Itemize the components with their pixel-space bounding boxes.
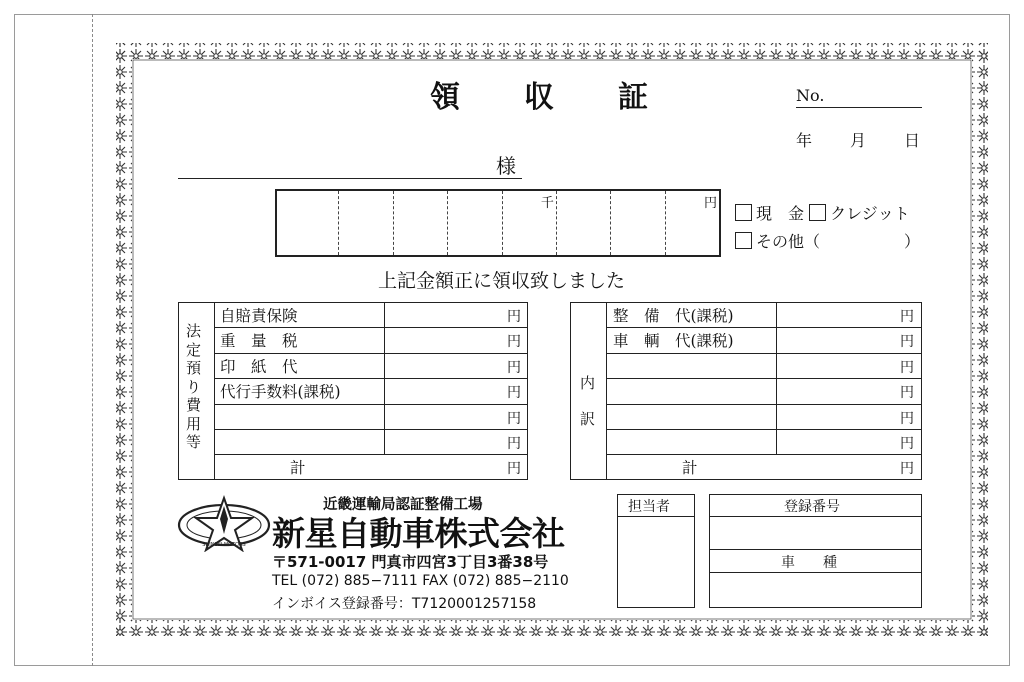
company-phone: TEL (072) 885−7111 FAX (072) 885−2110: [272, 573, 569, 589]
legal_fees-amount-cell[interactable]: [367, 353, 505, 378]
legal_fees-total-label: 計: [290, 459, 306, 478]
legal_fees-yen-mark: 円: [507, 410, 521, 427]
legal_fees-amount-cell[interactable]: [367, 327, 505, 352]
breakdown-amount-cell[interactable]: [760, 378, 898, 403]
breakdown-yen-mark: 円: [900, 461, 914, 478]
legal_fees-yen-mark: 円: [507, 334, 521, 351]
thousand-mark: 千: [540, 196, 554, 211]
legal_fees-row-label: 代行手数料(課税): [220, 383, 341, 402]
legal_fees-amount-cell[interactable]: [367, 429, 505, 454]
company-address: 〒571-0017 門真市四宮3丁目3番38号: [272, 553, 549, 571]
breakdown-yen-mark: 円: [900, 410, 914, 427]
other-close: ）: [904, 232, 921, 251]
payment-method: [735, 200, 920, 256]
amount-digit-cell: [611, 191, 665, 255]
registration-label: 登録番号: [784, 499, 840, 515]
amount-box[interactable]: [275, 189, 721, 257]
breakdown-amount-cell[interactable]: [760, 353, 898, 378]
amount-digit-cell: [394, 191, 448, 255]
company-logo: [176, 494, 272, 552]
breakdown-yen-mark: 円: [900, 334, 914, 351]
legal_fees-amount-cell[interactable]: [367, 404, 505, 429]
breakdown-yen-mark: 円: [900, 309, 914, 325]
breakdown-amount-cell[interactable]: [760, 454, 898, 479]
breakdown-row-label: 車 輌 代(課税): [613, 332, 734, 351]
year-label: 年: [796, 131, 813, 150]
credit-label: クレジット: [830, 204, 910, 223]
invoice-number: インボイス登録番号：T7120001257158: [272, 596, 537, 612]
title-char: 証: [618, 80, 648, 115]
legal_fees-amount-cell[interactable]: [367, 302, 505, 327]
breakdown-yen-mark: 円: [900, 385, 914, 402]
breakdown-amount-cell[interactable]: [760, 327, 898, 352]
received-statement: 上記金額正に領収致しました: [378, 270, 626, 292]
title-char: 収: [524, 80, 554, 115]
other-checkbox[interactable]: [735, 232, 752, 249]
breakdown-amount-cell[interactable]: [760, 404, 898, 429]
month-label: 月: [850, 131, 867, 150]
legal_fees-yen-mark: 円: [507, 436, 521, 452]
amount-digit-cell: [666, 191, 719, 255]
breakdown-total-label: 計: [682, 459, 698, 478]
cash-checkbox[interactable]: [735, 204, 752, 221]
breakdown-amount-cell[interactable]: [760, 429, 898, 454]
amount-digit-cell: [503, 191, 557, 255]
receipt-number-field[interactable]: [796, 86, 922, 108]
svg-text:SHINSEI MOTORS: SHINSEI MOTORS: [202, 542, 246, 548]
breakdown-side-label: 内 訳: [580, 374, 596, 428]
breakdown-yen-mark: 円: [900, 436, 914, 452]
cash-label: 現 金: [756, 204, 805, 223]
legal_fees-row-label: 自賠責保険: [220, 307, 298, 325]
amount-digit-cell: [448, 191, 502, 255]
credit-checkbox[interactable]: [809, 204, 826, 221]
legal_fees-yen-mark: 円: [507, 461, 521, 478]
legal_fees-amount-cell[interactable]: [367, 378, 505, 403]
amount-digit-cell: [277, 191, 339, 255]
receipt-title: [430, 72, 648, 116]
legal_fees-yen-mark: 円: [507, 359, 521, 376]
legal_fees-row-label: 印 紙 代: [220, 357, 298, 376]
legal_fees-yen-mark: 円: [507, 385, 521, 402]
day-label: 日: [904, 131, 921, 150]
certification-text: 近畿運輸局認証整備工場: [323, 497, 483, 513]
no-label: No.: [796, 86, 825, 105]
breakdown-row-label: 整 備 代(課税): [613, 307, 734, 325]
amount-digit-cell: [339, 191, 393, 255]
breakdown-yen-mark: 円: [900, 359, 914, 376]
legal_fees-amount-cell[interactable]: [367, 454, 505, 479]
legal_fees-row-label: 重 量 税: [220, 332, 298, 351]
breakdown-amount-cell[interactable]: [760, 302, 898, 327]
legal-fees-side-label: 法 定 預 り 費 用 等: [186, 322, 202, 451]
other-label: その他（: [756, 232, 821, 251]
yen-mark: 円: [703, 196, 717, 211]
vehicle-type-label: 車 種: [781, 555, 837, 571]
addressee-field[interactable]: [178, 150, 522, 179]
title-char: 領: [430, 80, 460, 115]
company-name: 新星自動車株式会社: [272, 514, 565, 553]
amount-digit-cell: [557, 191, 611, 255]
staff-label: 担当者: [628, 499, 670, 515]
addressee-suffix: 様: [496, 154, 516, 178]
date-field[interactable]: [796, 128, 920, 151]
legal_fees-yen-mark: 円: [507, 309, 521, 325]
